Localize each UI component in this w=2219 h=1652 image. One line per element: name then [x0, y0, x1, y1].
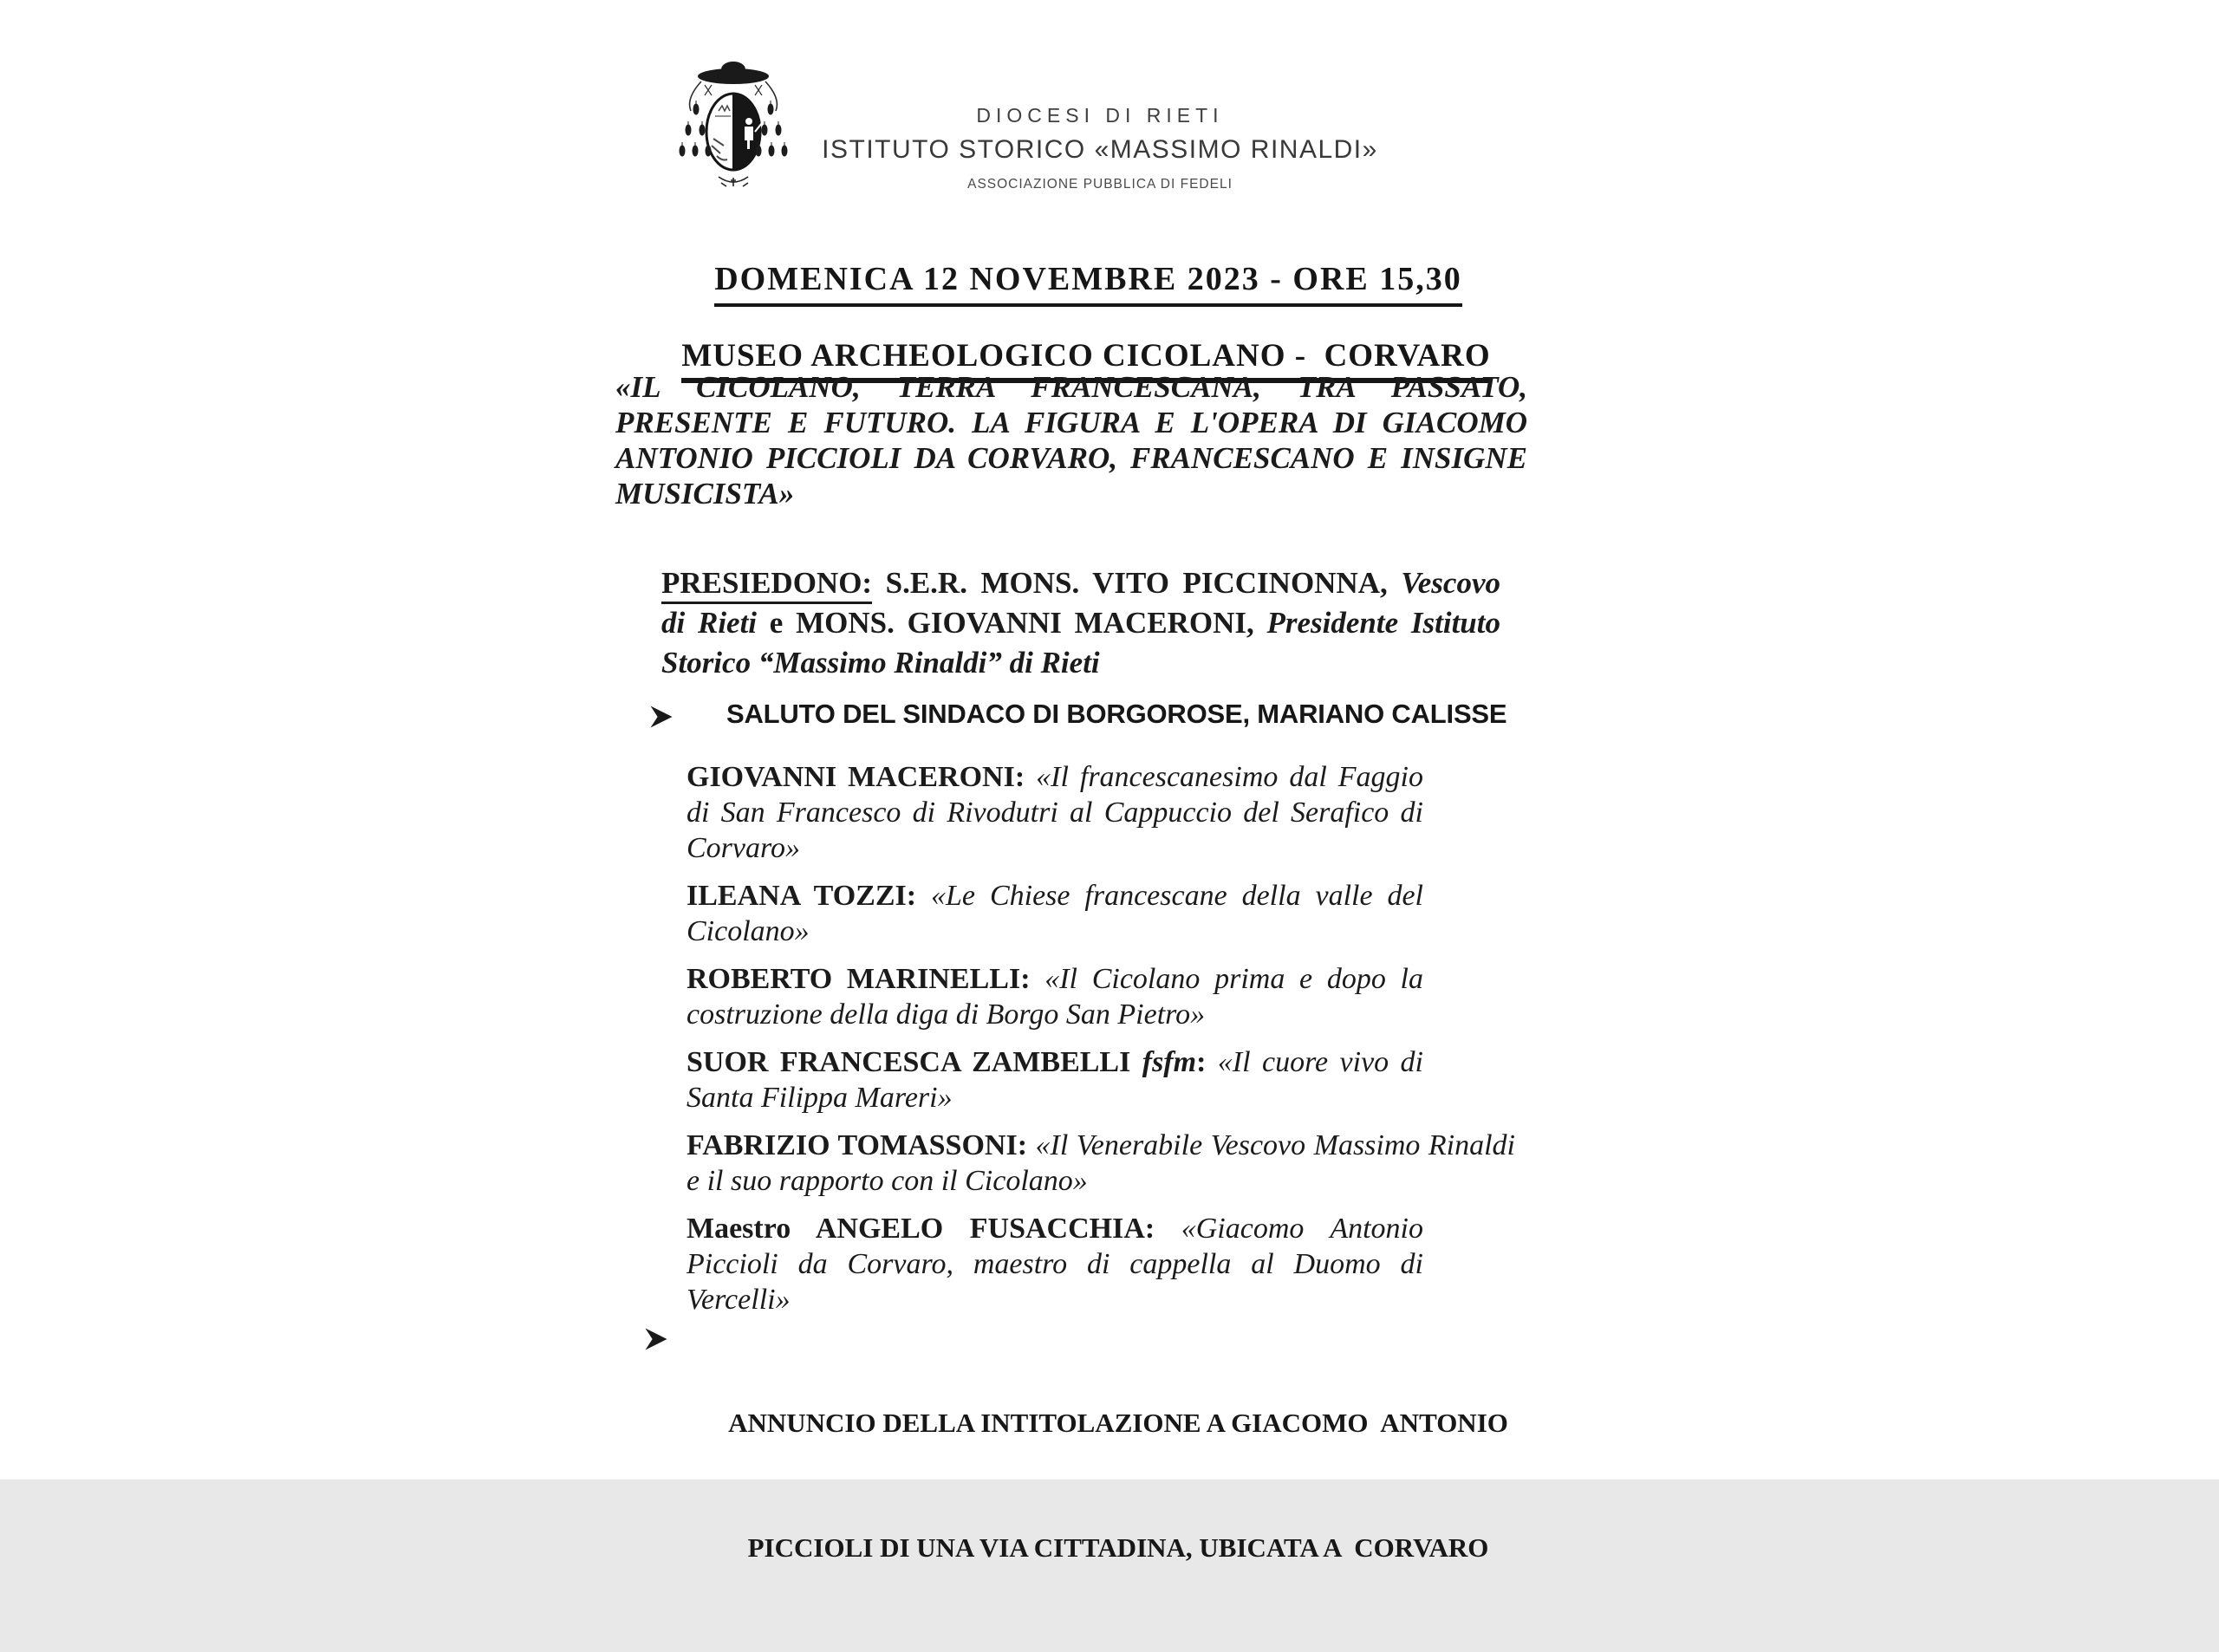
speaker-suffix: fsfm — [1130, 1046, 1197, 1078]
speaker-item — [687, 1044, 1423, 1115]
speaker-colon: : — [1014, 761, 1025, 793]
association-subtitle: ASSOCIAZIONE PUBBLICA DI FEDELI — [967, 177, 1233, 192]
presiding-paragraph — [661, 563, 1500, 683]
speaker-name: GIOVANNI MACERONI — [687, 761, 1015, 793]
institute-name: ISTITUTO STORICO «MASSIMO RINALDI» — [822, 135, 1378, 164]
street-naming-line2: PICCIOLI DI UNA VIA CITTADINA, UBICATA A CORVARO — [747, 1532, 1489, 1563]
speaker-item — [687, 759, 1423, 866]
presiding-segment: Presidente Istituto Storico “Massimo Rinaldi” di Rieti — [661, 606, 1501, 680]
speaker-topic: «Giacomo Antonio Piccioli da Corvaro, maestro di cappella al Duomo di Vercelli» — [687, 1213, 1423, 1316]
speakers-list — [687, 759, 1516, 1330]
agenda-item-street-naming — [659, 1319, 1578, 1652]
speaker-colon: : — [1196, 1046, 1207, 1078]
speaker-colon: : — [906, 880, 917, 912]
speaker-colon: : — [1144, 1213, 1155, 1245]
presiding-segment: PRESIEDONO: — [661, 566, 872, 604]
presiding-segment: Vescovo di Rieti — [661, 566, 1500, 640]
event-theme-paragraph: «IL CICOLANO, TERRA FRANCESCANA, TRA PASSATO, PRESENTE E FUTURO. LA FIGURA E L'OPERA DI GIACOMO ANTONIO PICCIOLI DA CORVARO, FRANCESCANO E INSIGNE MUSICISTA» — [615, 370, 1527, 511]
coat-of-arms — [679, 59, 789, 196]
speaker-name: Maestro ANGELO FUSACCHIA — [687, 1213, 1145, 1245]
speaker-colon: : — [1017, 1129, 1028, 1161]
speaker-item — [687, 878, 1423, 949]
speaker-colon: : — [1020, 963, 1031, 995]
agenda-item-greeting: SALUTO DEL SINDACO DI BORGOROSE, MARIANO CALISSE — [726, 699, 1507, 729]
speaker-item — [687, 1211, 1423, 1317]
speaker-name: FABRIZIO TOMASSONI — [687, 1129, 1018, 1161]
presiding-segment: S.E.R. MONS. VITO PICCINONNA, — [872, 566, 1402, 600]
event-date-text: DOMENICA 12 NOVEMBRE 2023 - ORE 15,30 — [714, 261, 1462, 307]
arrow-bullet-icon — [648, 704, 674, 730]
speaker-item — [687, 1128, 1515, 1199]
speaker-name: ROBERTO MARINELLI — [687, 963, 1021, 995]
diocese-name: DIOCESI DI RIETI — [976, 104, 1224, 127]
speaker-name: SUOR FRANCESCA ZAMBELLI — [687, 1046, 1131, 1078]
event-venue-text: MUSEO ARCHEOLOGICO CICOLANO - CORVARO — [681, 338, 1490, 383]
speaker-topic: «Il francescanesimo dal Faggio di San Francesco di Rivodutri al Cappuccio del Serafico di Corvaro» — [687, 761, 1423, 864]
speaker-topic: «Le Chiese francescane della valle del Cicolano» — [687, 880, 1424, 947]
speaker-topic: «Il cuore vivo di Santa Filippa Mareri» — [687, 1046, 1424, 1114]
speaker-item — [687, 961, 1423, 1032]
presiding-segment: e MONS. GIOVANNI MACERONI, — [757, 606, 1267, 640]
street-naming-line1: ANNUNCIO DELLA INTITOLAZIONE A GIACOMO ANTONIO — [728, 1408, 1508, 1438]
speaker-topic: «Il Venerabile Vescovo Massimo Rinaldi e il suo rapporto con il Cicolano» — [687, 1129, 1516, 1197]
speaker-name: ILEANA TOZZI — [687, 880, 907, 912]
speaker-topic: «Il Cicolano prima e dopo la costruzione della diga di Borgo San Pietro» — [687, 963, 1423, 1031]
